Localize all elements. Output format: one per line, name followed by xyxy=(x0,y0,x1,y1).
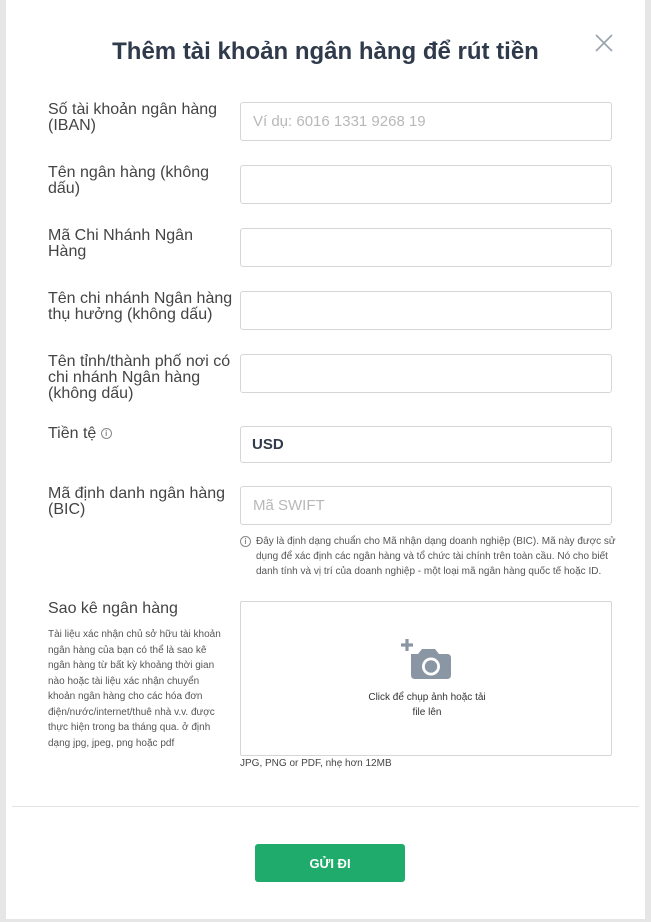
statement-label: Sao kê ngân hàng xyxy=(48,600,178,617)
city-label: Tên tỉnh/thành phố nơi có chi nhánh Ngân hàng (không dấu) xyxy=(48,353,231,402)
branch-name-input[interactable] xyxy=(240,291,612,330)
city-input[interactable] xyxy=(240,354,612,393)
bic-input[interactable] xyxy=(240,486,612,525)
currency-field: USD xyxy=(240,426,612,463)
branch-code-input[interactable] xyxy=(240,228,612,267)
bic-label: Mã định danh ngân hàng (BIC) xyxy=(48,485,226,518)
close-icon[interactable] xyxy=(594,33,614,53)
branch-code-label: Mã Chi Nhánh Ngân Hàng xyxy=(48,227,193,260)
statement-help-text: Tài liệu xác nhận chủ sở hữu tài khoản ngân hàng của bạn có thể là sao kê ngân hàng từ bất kỳ khoảng thời gian nào hoặc tài liệu xác nhận chuyển khoản ngân hàng cho các hóa đơn điện/nước/internet/thuê nhà v.v. được thực hiện trong ba tháng qua. ở định dạng jpg, jpeg, png hoặc pdf xyxy=(48,629,221,749)
currency-label xyxy=(48,426,233,442)
bank-name-label: Tên ngân hàng (không dấu) xyxy=(48,164,210,197)
bic-note-text: Đây là định dạng chuẩn cho Mã nhận dạng doanh nghiệp (BIC). Mã này được sử dụng để xác định các ngân hàng và tổ chức tài chính trên toàn cầu. Nó cho biết danh tính và vị trí của doanh nghiệp - một loại mã ngân hàng quốc tế hoặc ID. xyxy=(256,536,616,577)
modal-title: Thêm tài khoản ngân hàng để rút tiền xyxy=(112,38,539,65)
add-photo-icon xyxy=(401,639,451,679)
submit-button[interactable]: GỬI ĐI xyxy=(255,844,405,882)
iban-input[interactable] xyxy=(240,102,612,141)
info-icon: i xyxy=(240,536,251,547)
statement-upload-area[interactable] xyxy=(240,601,612,756)
info-icon[interactable]: i xyxy=(101,428,112,439)
branch-name-label: Tên chi nhánh Ngân hàng thụ hưởng (không dấu) xyxy=(48,290,233,323)
footer-divider xyxy=(12,806,639,807)
upload-text: Click để chụp ảnh hoặc tải file lên xyxy=(368,692,486,718)
bank-name-input[interactable] xyxy=(240,165,612,204)
file-format-hint: JPG, PNG or PDF, nhẹ hơn 12MB xyxy=(240,758,392,769)
currency-label-text: Tiền tệ xyxy=(48,425,97,442)
iban-label: Số tài khoản ngân hàng (IBAN) xyxy=(48,101,218,134)
